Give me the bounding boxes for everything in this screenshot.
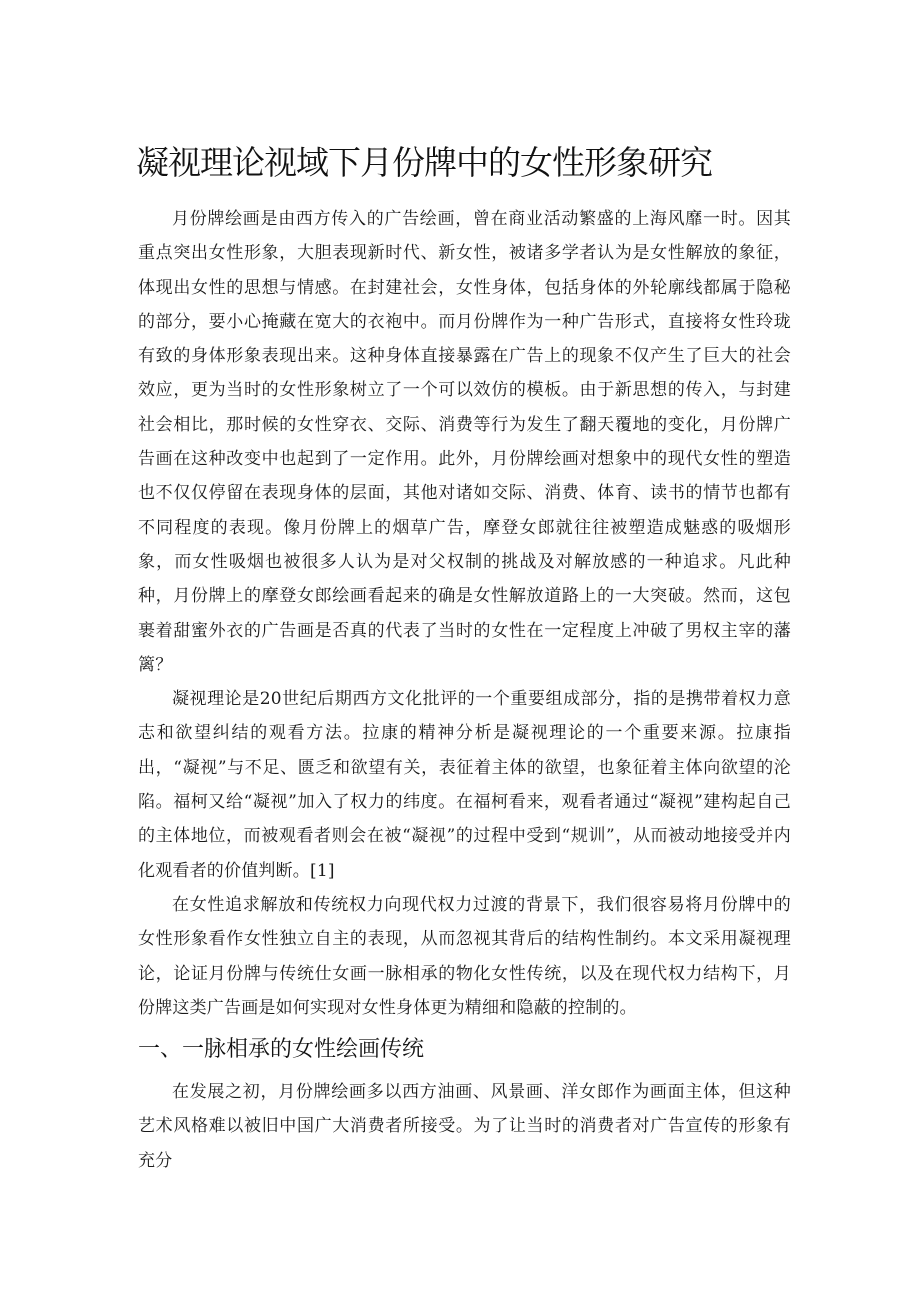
document-title: 凝视理论视域下月份牌中的女性形象研究 <box>136 143 712 182</box>
section-heading-1: 一、一脉相承的女性绘画传统 <box>138 1037 425 1063</box>
body-paragraph-1: 月份牌绘画是由西方传入的广告绘画，曾在商业活动繁盛的上海风靡一时。因其重点突出女性形象，大胆表现新时代、新女性，被诸多学者认为是女性解放的象征，体现出女性的思想与情感。在封建社会，女性身体，包括身体的外轮廓线都属于隐秘的部分，要小心掩藏在宽大的衣袍中。而月份牌作为一种广告形式，直接将女性玲珑有致的身体形象表现出来。这种身体直接暴露在广告上的现象不仅产生了巨大的社会效应，更为当时的女性形象树立了一个可以效仿的模板。由于新思想的传入，与封建社会相比，那时候的女性穿衣、交际、消费等行为发生了翻天覆地的变化，月份牌广告画在这种改变中也起到了一定作用。此外，月份牌绘画对想象中的现代女性的塑造也不仅仅停留在表现身体的层面，其他对诸如交际、消费、体育、读书的情节也都有不同程度的表现。像月份牌上的烟草广告，摩登女郎就往往被塑造成魅惑的吸烟形象，而女性吸烟也被很多人认为是对父权制的挑战及对解放感的一种追求。凡此种种，月份牌上的摩登女郎绘画看起来的确是女性解放道路上的一大突破。然而，这包裹着甜蜜外衣的广告画是否真的代表了当时的女性在一定程度上冲破了男权主宰的藩篱？ <box>138 209 791 675</box>
body-paragraph-2: 凝视理论是20世纪后期西方文化批评的一个重要组成部分，指的是携带着权力意志和欲望纠结的观看方法。拉康的精神分析是凝视理论的一个重要来源。拉康指出，“凝视”与不足、匮乏和欲望有关，表征着主体的欲望，也象征着主体向欲望的沦陷。福柯又给“凝视”加入了权力的纬度。在福柯看来，观看者通过“凝视”建构起自己的主体地位，而被观看者则会在被“凝视”的过程中受到“规训”，从而被动地接受并内化观看者的价值判断。[1] <box>138 689 791 881</box>
body-paragraph-3: 在女性追求解放和传统权力向现代权力过渡的背景下，我们很容易将月份牌中的女性形象看作女性独立自主的表现，从而忽视其背后的结构性制约。本文采用凝视理论，论证月份牌与传统仕女画一脉相承的物化女性传统，以及在现代权力结构下，月份牌这类广告画是如何实现对女性身体更为精细和隐蔽的控制的。 <box>138 894 791 1018</box>
section-1-paragraph: 在发展之初，月份牌绘画多以西方油画、风景画、洋女郎作为画面主体，但这种艺术风格难以被旧中国广大消费者所接受。为了让当时的消费者对广告宣传的形象有充分 <box>138 1082 791 1171</box>
document-body <box>138 202 791 1178</box>
